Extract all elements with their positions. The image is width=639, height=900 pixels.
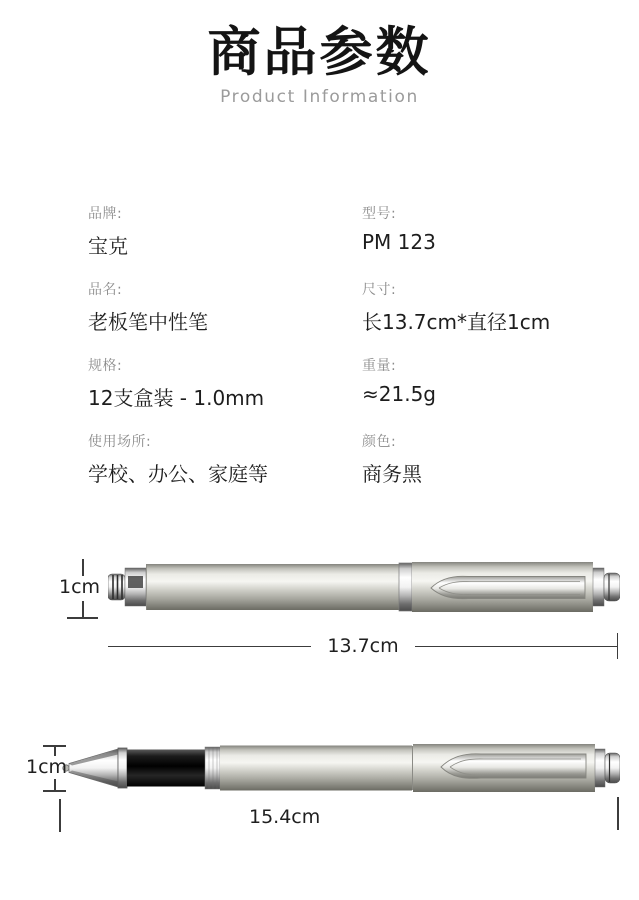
spec-value: 商务黑 xyxy=(362,462,422,486)
spec-label: 尺寸: xyxy=(362,282,397,298)
spec-label: 品牌: xyxy=(88,206,123,222)
spec-item-name xyxy=(88,279,362,335)
pen-cap-finial xyxy=(595,749,620,787)
pen-posted-cap xyxy=(413,744,595,792)
spec-value: 宝克 xyxy=(88,234,128,258)
pen-center-ring xyxy=(399,563,412,611)
spec-label: 使用场所: xyxy=(88,434,152,450)
pen-cap xyxy=(412,562,593,612)
dim-line-right xyxy=(415,646,618,647)
pen-tail-finial xyxy=(108,568,146,606)
pen-uncapped-image xyxy=(58,736,620,800)
spec-item-brand xyxy=(88,203,362,259)
pen-clip xyxy=(431,576,585,598)
length-label-capped: 13.7cm xyxy=(327,635,399,657)
spec-value: 长13.7cm*直径1cm xyxy=(362,310,551,334)
spec-item-usage xyxy=(88,431,362,487)
page-subtitle: Product Information xyxy=(220,87,419,107)
diameter-label-uncapped: 1cm xyxy=(26,756,68,778)
pen-cap-finial xyxy=(593,568,620,606)
spec-item-package xyxy=(88,355,362,411)
spec-item-size xyxy=(362,279,618,335)
pen-knurled-band xyxy=(205,747,220,789)
dim-stub-bottom xyxy=(82,601,84,617)
spec-grid xyxy=(88,203,618,487)
spec-item-weight xyxy=(362,355,618,411)
spec-label: 品名: xyxy=(88,282,123,298)
length-label-uncapped: 15.4cm xyxy=(249,806,321,828)
spec-value: 学校、办公、家庭等 xyxy=(88,462,268,486)
length-dimension-capped xyxy=(108,632,618,660)
pen-grip-section xyxy=(127,750,205,787)
diameter-label-capped: 1cm xyxy=(59,576,101,598)
dim-crossbar-bottom xyxy=(43,790,66,792)
spec-item-color xyxy=(362,431,618,487)
dim-stub-bottom xyxy=(54,779,56,790)
dim-tick-right xyxy=(617,797,619,830)
dim-tick-left xyxy=(59,799,61,832)
spec-value: PM 123 xyxy=(362,230,436,254)
pen-capped-image xyxy=(108,561,620,613)
dim-tick-right xyxy=(617,633,619,659)
spec-label: 规格: xyxy=(88,358,123,374)
dim-crossbar-bottom xyxy=(67,617,98,619)
pen-ballpoint-tip xyxy=(63,749,118,787)
pen-barrel xyxy=(220,746,413,791)
dim-stub-top xyxy=(82,559,84,576)
pen-tip-ring xyxy=(118,748,127,788)
spec-value: 12支盒装 - 1.0mm xyxy=(88,386,265,410)
dim-stub-top xyxy=(54,745,56,756)
spec-label: 颜色: xyxy=(362,434,397,450)
length-dimension-uncapped xyxy=(59,797,619,833)
page-title: 商品参数 xyxy=(207,22,432,83)
pen-barrel xyxy=(146,564,399,610)
dim-line-left xyxy=(108,646,311,647)
spec-value: 老板笔中性笔 xyxy=(88,310,208,334)
spec-label: 型号: xyxy=(362,206,397,222)
spec-item-model xyxy=(362,203,618,259)
spec-value: ≈21.5g xyxy=(362,382,436,406)
spec-label: 重量: xyxy=(362,358,397,374)
